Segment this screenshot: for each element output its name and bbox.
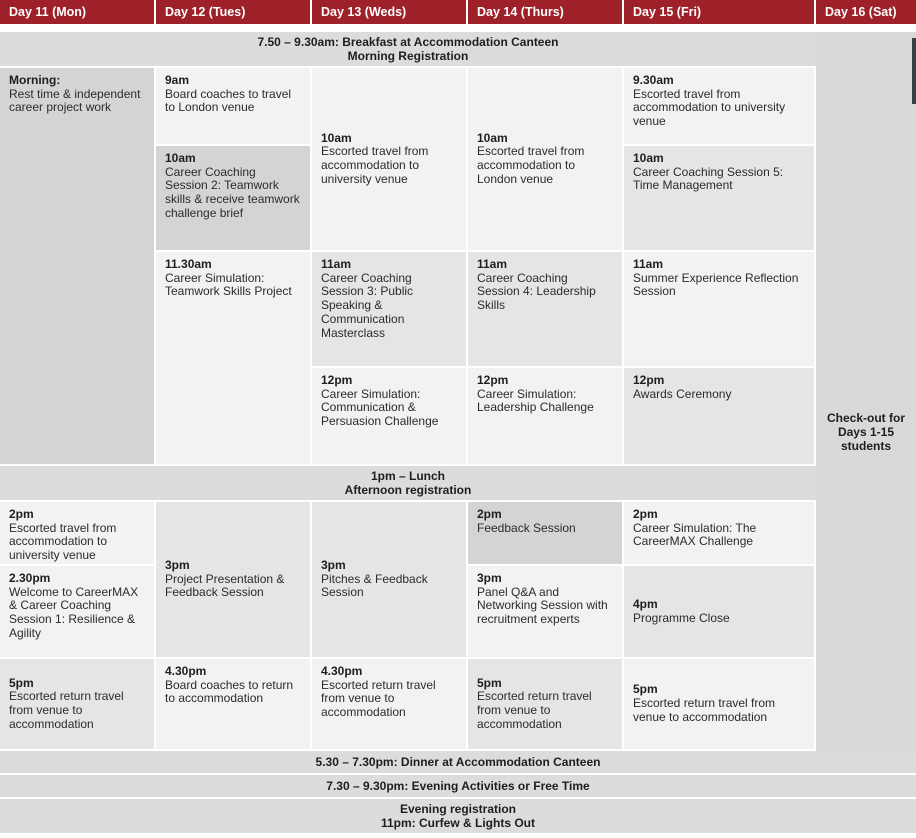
- mon-2pm-time: 2pm: [9, 507, 34, 521]
- fri-10am: [624, 146, 816, 252]
- wed-11am-text: Career Coaching Session 3: Public Speaking & Communication Masterclass: [321, 270, 414, 340]
- mon-5pm: [0, 659, 156, 751]
- thu-10am-text: Escorted travel from accommodation to London venue: [477, 144, 585, 186]
- fri-11am-time: 11am: [633, 257, 664, 271]
- lunch-line-1: 1pm – Lunch: [370, 469, 445, 483]
- dinner-text: 5.30 – 7.30pm: Dinner at Accommodation Canteen: [315, 755, 601, 769]
- dinner-band: [0, 751, 916, 775]
- night-line-1: Evening registration: [399, 802, 517, 816]
- fri-5pm-text: Escorted return travel from venue to accommodation: [633, 696, 776, 724]
- wed-12pm: [312, 368, 468, 466]
- tue-9am: [156, 68, 312, 146]
- wed-430pm: [312, 659, 468, 751]
- fri-11am: [624, 252, 816, 368]
- thu-3pm-time: 3pm: [477, 571, 502, 585]
- mon-2pm: [0, 502, 156, 566]
- wed-3pm-text: Pitches & Feedback Session: [321, 571, 428, 600]
- thu-10am: [468, 68, 624, 252]
- header-day-16: Day 16 (Sat): [816, 0, 916, 24]
- fri-930am: [624, 68, 816, 146]
- mon-morning-time: Morning:: [9, 73, 61, 87]
- thu-5pm: [468, 659, 624, 751]
- thu-5pm-time: 5pm: [477, 675, 502, 690]
- thu-3pm: [468, 566, 624, 659]
- tue-3pm: [156, 502, 312, 659]
- thu-3pm-text: Panel Q&A and Networking Session with recruitment experts: [477, 584, 608, 627]
- wed-11am-time: 11am: [321, 257, 352, 271]
- fri-2pm-time: 2pm: [633, 507, 658, 521]
- wed-10am-time: 10am: [321, 130, 352, 145]
- mon-5pm-time: 5pm: [9, 675, 34, 690]
- breakfast-band: [0, 32, 816, 68]
- tue-430pm: [156, 659, 312, 751]
- tue-9am-text: Board coaches to travel to London venue: [165, 86, 292, 115]
- mon-230pm-time: 2.30pm: [9, 571, 51, 585]
- scroll-edge: [912, 38, 916, 104]
- saturday-checkout: [816, 32, 916, 833]
- wed-12pm-time: 12pm: [321, 373, 353, 387]
- wed-3pm-time: 3pm: [321, 557, 346, 572]
- fri-12pm-time: 12pm: [633, 373, 665, 387]
- tue-9am-time: 9am: [165, 73, 190, 87]
- fri-930am-text: Escorted travel from accommodation to university venue: [633, 86, 786, 129]
- header-day-12: Day 12 (Tues): [156, 0, 312, 24]
- thu-12pm: [468, 368, 624, 466]
- fri-11am-text: Summer Experience Reflection Session: [633, 270, 799, 299]
- fri-2pm-text: Career Simulation: The CareerMAX Challenge: [633, 520, 757, 549]
- fri-5pm: [624, 659, 816, 751]
- wed-10am-text: Escorted travel from accommodation to university venue: [321, 144, 429, 186]
- tue-3pm-text: Project Presentation & Feedback Session: [165, 571, 285, 600]
- fri-5pm-time: 5pm: [633, 682, 658, 697]
- fri-10am-time: 10am: [633, 151, 664, 165]
- night-line-2: 11pm: Curfew & Lights Out: [380, 816, 535, 830]
- wed-12pm-text: Career Simulation: Communication & Persuasion Challenge: [321, 386, 439, 429]
- breakfast-line-2: Morning Registration: [347, 49, 469, 63]
- thu-11am: [468, 252, 624, 368]
- tue-1130am: [156, 252, 312, 466]
- thu-12pm-time: 12pm: [477, 373, 509, 387]
- night-band: [0, 799, 916, 833]
- mon-5pm-text: Escorted return travel from venue to accommodation: [9, 689, 124, 731]
- wed-10am: [312, 68, 468, 252]
- fri-12pm: [624, 368, 816, 466]
- mon-2pm-text: Escorted travel from accommodation to university venue: [9, 520, 117, 563]
- thu-2pm: [468, 502, 624, 566]
- wed-430pm-time: 4.30pm: [321, 664, 363, 678]
- tue-10am-text: Career Coaching Session 2: Teamwork skills & receive teamwork challenge brief: [165, 164, 300, 220]
- breakfast-line-1: 7.50 – 9.30am: Breakfast at Accommodation Canteen: [257, 35, 559, 49]
- fri-12pm-text: Awards Ceremony: [633, 386, 732, 401]
- wed-3pm: [312, 502, 468, 659]
- fri-10am-text: Career Coaching Session 5: Time Management: [633, 164, 784, 193]
- header-day-11: Day 11 (Mon): [0, 0, 156, 24]
- tue-1130am-time: 11.30am: [165, 257, 212, 271]
- evening-text: 7.30 – 9.30pm: Evening Activities or Free Time: [326, 779, 590, 793]
- mon-morning-text: Rest time & independent career project work: [9, 86, 141, 115]
- evening-band: [0, 775, 916, 799]
- fri-4pm: [624, 566, 816, 659]
- thu-11am-text: Career Coaching Session 4: Leadership Skills: [477, 270, 596, 313]
- header-day-14: Day 14 (Thurs): [468, 0, 624, 24]
- fri-2pm: [624, 502, 816, 566]
- thu-12pm-text: Career Simulation: Leadership Challenge: [477, 386, 594, 415]
- wed-11am: [312, 252, 468, 368]
- header-day-13: Day 13 (Weds): [312, 0, 468, 24]
- fri-930am-time: 9.30am: [633, 73, 674, 87]
- mon-morning: [0, 68, 156, 466]
- thu-5pm-text: Escorted return travel from venue to accommodation: [477, 689, 592, 731]
- thu-2pm-text: Feedback Session: [477, 520, 576, 535]
- lunch-line-2: Afternoon registration: [344, 483, 472, 497]
- header-day-15: Day 15 (Fri): [624, 0, 816, 24]
- fri-4pm-time: 4pm: [633, 596, 658, 611]
- mon-230pm: [0, 566, 156, 659]
- mon-230pm-text: Welcome to CareerMAX & Career Coaching Session 1: Resilience & Agility: [9, 584, 139, 640]
- tue-10am: [156, 146, 312, 252]
- tue-430pm-time: 4.30pm: [165, 664, 207, 678]
- tue-1130am-text: Career Simulation: Teamwork Skills Project: [165, 270, 292, 299]
- thu-2pm-time: 2pm: [477, 507, 502, 521]
- saturday-checkout-text: Check-out for Days 1-15 students: [827, 410, 905, 453]
- wed-430pm-text: Escorted return travel from venue to accommodation: [321, 677, 436, 720]
- thu-10am-time: 10am: [477, 130, 508, 145]
- tue-430pm-text: Board coaches to return to accommodation: [165, 677, 294, 706]
- tue-10am-time: 10am: [165, 151, 196, 165]
- lunch-band: [0, 466, 816, 502]
- thu-11am-time: 11am: [477, 257, 508, 271]
- header-gap: [0, 24, 916, 32]
- tue-3pm-time: 3pm: [165, 557, 190, 572]
- fri-4pm-text: Programme Close: [633, 610, 730, 625]
